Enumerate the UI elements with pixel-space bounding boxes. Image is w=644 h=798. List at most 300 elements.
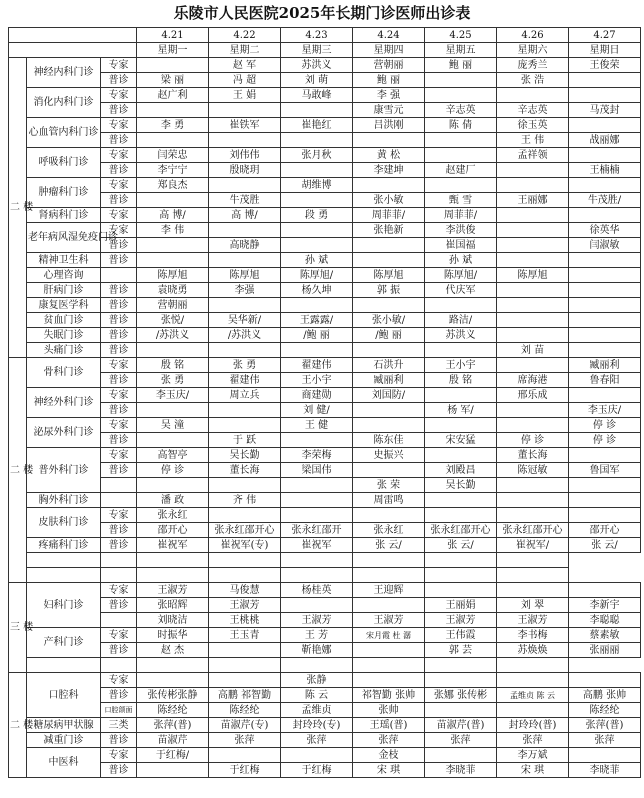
visit-type <box>27 553 101 568</box>
date-header: 4.21 <box>137 28 209 43</box>
doctor-cell <box>281 658 353 673</box>
visit-type: 普诊 <box>101 763 137 778</box>
doctor-cell <box>425 418 497 433</box>
doctor-cell <box>281 433 353 448</box>
doctor-cell <box>209 553 281 568</box>
doctor-cell: 于 跃 <box>209 433 281 448</box>
doctor-cell <box>137 103 209 118</box>
doctor-cell <box>425 748 497 763</box>
doctor-cell: 吴长勤 <box>425 478 497 493</box>
department-label: 神经内科门诊 <box>27 58 101 88</box>
schedule-row <box>9 283 641 298</box>
doctor-cell: 宋月霞 杜 潺 <box>353 628 425 643</box>
schedule-row <box>9 613 641 628</box>
doctor-cell <box>281 478 353 493</box>
doctor-cell <box>569 268 641 283</box>
doctor-cell <box>425 88 497 103</box>
doctor-cell <box>569 448 641 463</box>
doctor-cell: 孟维贞 <box>281 703 353 718</box>
schedule-row <box>9 568 641 583</box>
doctor-cell: 王淑芳 <box>497 613 569 628</box>
visit-type: 专家 <box>101 118 137 133</box>
doctor-cell <box>425 553 497 568</box>
doctor-cell <box>497 493 569 508</box>
doctor-cell: 鲁春阳 <box>569 373 641 388</box>
department-label: 中医科 <box>27 748 101 778</box>
doctor-cell: 张静 <box>281 673 353 688</box>
doctor-cell <box>497 703 569 718</box>
doctor-cell: 崔艳红 <box>281 118 353 133</box>
doctor-cell: 张永红邵开心 <box>425 523 497 538</box>
doctor-cell: 张 勇 <box>209 358 281 373</box>
visit-type: 普诊 <box>101 688 137 703</box>
department-label: 老年病风湿免疫门诊 <box>27 223 101 253</box>
doctor-cell: 史振兴 <box>353 448 425 463</box>
doctor-cell <box>281 163 353 178</box>
schedule-row <box>9 373 641 388</box>
doctor-cell: 周菲菲/ <box>353 208 425 223</box>
doctor-cell: 宋 琪 <box>353 763 425 778</box>
doctor-cell: 苏焕焕 <box>497 643 569 658</box>
doctor-cell: 封玲玲(普) <box>497 718 569 733</box>
doctor-cell: 鲁国军 <box>569 463 641 478</box>
doctor-cell: 孟维贞 陈 云 <box>497 688 569 703</box>
doctor-cell <box>497 418 569 433</box>
doctor-cell <box>425 343 497 358</box>
doctor-cell <box>353 343 425 358</box>
doctor-cell: 王楠楠 <box>569 163 641 178</box>
visit-type: 专家 <box>101 673 137 688</box>
schedule-row <box>9 103 641 118</box>
doctor-cell: 宋安猛 <box>425 433 497 448</box>
doctor-cell: 胡维博 <box>281 178 353 193</box>
doctor-cell: 陈厚旭/ <box>281 268 353 283</box>
schedule-row <box>9 523 641 538</box>
date-header: 4.24 <box>353 28 425 43</box>
doctor-cell: 殷 铭 <box>425 373 497 388</box>
doctor-cell <box>209 478 281 493</box>
doctor-cell: 张 荣 <box>353 478 425 493</box>
doctor-cell: 翟建伟 <box>209 373 281 388</box>
doctor-cell <box>497 358 569 373</box>
doctor-cell: 孙 斌 <box>281 253 353 268</box>
weekday-header: 星期日 <box>569 43 641 58</box>
doctor-cell: 邵开心 <box>137 523 209 538</box>
date-header: 4.27 <box>569 28 641 43</box>
doctor-cell: 王迎辉 <box>353 583 425 598</box>
doctor-cell <box>497 313 569 328</box>
weekday-header: 星期五 <box>425 43 497 58</box>
department-label: 口腔科 <box>27 673 101 718</box>
schedule-row <box>9 418 641 433</box>
doctor-cell <box>569 283 641 298</box>
doctor-cell: 鲍 丽 <box>425 58 497 73</box>
doctor-cell <box>569 493 641 508</box>
visit-type <box>101 478 137 493</box>
doctor-cell <box>497 568 569 583</box>
schedule-row <box>9 643 641 658</box>
doctor-cell: 徐英华 <box>569 223 641 238</box>
visit-type: 普诊 <box>101 463 137 478</box>
doctor-cell: 殷 铭 <box>137 358 209 373</box>
doctor-cell <box>281 193 353 208</box>
doctor-cell: 杨久坤 <box>281 283 353 298</box>
doctor-cell: 张萍 <box>209 733 281 748</box>
doctor-cell <box>353 568 425 583</box>
doctor-cell <box>425 73 497 88</box>
doctor-cell: 停 诊 <box>497 433 569 448</box>
visit-type: 普诊 <box>101 433 137 448</box>
doctor-cell: 臧丽利 <box>569 358 641 373</box>
doctor-cell: 张艳新 <box>353 223 425 238</box>
doctor-cell: 时振华 <box>137 628 209 643</box>
weekday-header: 星期二 <box>209 43 281 58</box>
schedule-row <box>9 478 641 493</box>
visit-type: 普诊 <box>101 328 137 343</box>
schedule-row <box>9 178 641 193</box>
schedule-row <box>9 133 641 148</box>
doctor-cell: 郭 芸 <box>425 643 497 658</box>
doctor-cell: 张传彬张静 <box>137 688 209 703</box>
doctor-cell: 冯 超 <box>209 73 281 88</box>
visit-type: 专家 <box>101 418 137 433</box>
doctor-cell <box>569 73 641 88</box>
doctor-cell: 王小宇 <box>425 358 497 373</box>
doctor-cell <box>425 568 497 583</box>
doctor-cell: 闫荣忠 <box>137 148 209 163</box>
doctor-cell: 于红梅 <box>209 763 281 778</box>
doctor-cell: 李玉庆/ <box>137 388 209 403</box>
doctor-cell: 王玉青 <box>209 628 281 643</box>
department-label: 失眠门诊 <box>27 328 101 343</box>
doctor-cell <box>209 673 281 688</box>
doctor-cell <box>137 433 209 448</box>
doctor-cell: 王淑芳 <box>353 613 425 628</box>
doctor-cell: 刘 健/ <box>281 403 353 418</box>
doctor-cell: 李 伟 <box>137 223 209 238</box>
doctor-cell <box>209 223 281 238</box>
doctor-cell: 李晓菲 <box>425 763 497 778</box>
doctor-cell <box>101 658 137 673</box>
date-header: 4.26 <box>497 28 569 43</box>
doctor-cell <box>209 178 281 193</box>
visit-type: 普诊 <box>101 73 137 88</box>
doctor-cell <box>209 748 281 763</box>
department-label: 泌尿外科门诊 <box>27 418 101 448</box>
doctor-cell: 王小宇 <box>281 373 353 388</box>
visit-type: 专家 <box>101 223 137 238</box>
doctor-cell: 陈冠敏 <box>497 463 569 478</box>
doctor-cell: 李万斌 <box>497 748 569 763</box>
schedule-row <box>9 658 641 673</box>
doctor-cell: 高鹏 祁智勤 <box>209 688 281 703</box>
doctor-cell: 臧丽利 <box>353 373 425 388</box>
doctor-cell <box>569 673 641 688</box>
doctor-cell <box>353 418 425 433</box>
doctor-cell <box>497 478 569 493</box>
visit-type: 专家 <box>101 208 137 223</box>
doctor-cell: 封玲玲(专) <box>281 718 353 733</box>
doctor-cell <box>209 568 281 583</box>
doctor-cell: /苏洪义 <box>137 328 209 343</box>
doctor-cell: 李晓菲 <box>569 763 641 778</box>
doctor-cell <box>353 553 425 568</box>
doctor-cell: 苏洪义 <box>425 328 497 343</box>
doctor-cell <box>569 148 641 163</box>
doctor-cell: 王伟霞 <box>425 628 497 643</box>
doctor-cell: 王桃桃 <box>209 613 281 628</box>
doctor-cell: 梁国伟 <box>281 463 353 478</box>
visit-type: 普诊 <box>101 283 137 298</box>
doctor-cell <box>425 448 497 463</box>
doctor-cell: 张萍(普) <box>569 718 641 733</box>
doctor-cell <box>281 553 353 568</box>
schedule-row <box>9 208 641 223</box>
doctor-cell: 杨 军/ <box>425 403 497 418</box>
doctor-cell <box>209 298 281 313</box>
doctor-cell: 王 健 <box>281 418 353 433</box>
department-label: 普外科门诊 <box>27 448 101 493</box>
schedule-row <box>9 448 641 463</box>
doctor-cell: 崔祝军/ <box>497 538 569 553</box>
department-label: 疼痛科门诊 <box>27 538 101 553</box>
doctor-cell <box>281 103 353 118</box>
schedule-row <box>9 688 641 703</box>
schedule-row <box>9 148 641 163</box>
doctor-cell: 吕洪刚 <box>353 118 425 133</box>
schedule-row <box>9 718 641 733</box>
doctor-cell: 王淑芳 <box>425 613 497 628</box>
doctor-cell: 刘 苗 <box>497 343 569 358</box>
doctor-cell: 邢乐成 <box>497 388 569 403</box>
doctor-cell: 营朝丽 <box>353 58 425 73</box>
schedule-row <box>9 328 641 343</box>
doctor-cell: 金枝 <box>353 748 425 763</box>
doctor-cell: 李建坤 <box>353 163 425 178</box>
doctor-cell <box>281 343 353 358</box>
doctor-cell: 李聪聪 <box>569 613 641 628</box>
visit-type: 普诊 <box>101 343 137 358</box>
doctor-cell <box>569 88 641 103</box>
visit-type: 普诊 <box>101 253 137 268</box>
doctor-cell <box>425 298 497 313</box>
schedule-row <box>9 583 641 598</box>
doctor-cell <box>209 253 281 268</box>
doctor-cell: 刘 萌 <box>281 73 353 88</box>
doctor-cell <box>353 658 425 673</box>
doctor-cell: 张萍(普) <box>137 718 209 733</box>
doctor-cell <box>353 238 425 253</box>
doctor-cell: 王 伟 <box>497 133 569 148</box>
visit-type: 专家 <box>101 58 137 73</box>
doctor-cell: 张悦/ <box>137 313 209 328</box>
doctor-cell <box>569 208 641 223</box>
doctor-cell <box>209 103 281 118</box>
floor-label: 二 楼 <box>9 58 27 358</box>
schedule-row <box>9 298 641 313</box>
doctor-cell: 张 云/ <box>569 538 641 553</box>
doctor-cell <box>209 343 281 358</box>
schedule-row <box>9 433 641 448</box>
visit-type <box>101 493 137 508</box>
visit-type: 普诊 <box>101 298 137 313</box>
doctor-cell: 王瑶(普) <box>353 718 425 733</box>
doctor-cell: 孙 斌 <box>425 253 497 268</box>
doctor-cell: 殷晓玥 <box>209 163 281 178</box>
date-row <box>9 28 641 43</box>
doctor-cell: 李玉庆/ <box>569 403 641 418</box>
doctor-cell: 王淑芳 <box>209 598 281 613</box>
doctor-cell: 高智亭 <box>137 448 209 463</box>
doctor-cell: 王淑芳 <box>281 613 353 628</box>
doctor-cell <box>497 328 569 343</box>
department-label: 糖尿病甲状腺 <box>27 718 101 733</box>
doctor-cell: 陈经纶 <box>137 703 209 718</box>
schedule-row <box>9 538 641 553</box>
corner-cell <box>9 43 137 58</box>
doctor-cell: 刘晓洁 <box>137 613 209 628</box>
doctor-cell <box>137 133 209 148</box>
doctor-cell <box>569 748 641 763</box>
department-label: 肾病科门诊 <box>27 208 101 223</box>
schedule-row <box>9 403 641 418</box>
doctor-cell <box>425 493 497 508</box>
doctor-cell: 陈厚旭 <box>497 268 569 283</box>
schedule-row <box>9 703 641 718</box>
doctor-cell <box>497 163 569 178</box>
doctor-cell: 杨桂英 <box>281 583 353 598</box>
doctor-cell <box>497 283 569 298</box>
doctor-cell <box>569 118 641 133</box>
doctor-cell <box>425 148 497 163</box>
doctor-cell: 辛志英 <box>425 103 497 118</box>
doctor-cell <box>497 583 569 598</box>
doctor-cell <box>353 298 425 313</box>
doctor-cell: 苗淑芹 <box>137 733 209 748</box>
doctor-cell: 李 勇 <box>137 118 209 133</box>
department-label: 神经外科门诊 <box>27 388 101 418</box>
schedule-row <box>9 73 641 88</box>
doctor-cell <box>137 58 209 73</box>
doctor-cell <box>281 223 353 238</box>
doctor-cell: 陈厚旭/ <box>425 268 497 283</box>
doctor-cell: 崔祝军 <box>137 538 209 553</box>
schedule-row <box>9 163 641 178</box>
doctor-cell: 王俊荣 <box>569 58 641 73</box>
doctor-cell <box>281 598 353 613</box>
visit-type: 专家 <box>101 388 137 403</box>
doctor-cell: 李宁宁 <box>137 163 209 178</box>
doctor-cell: 张萍 <box>353 733 425 748</box>
doctor-cell: 商建勋 <box>281 388 353 403</box>
doctor-cell: 牛茂胜 <box>209 193 281 208</box>
doctor-cell: 苗淑芹(普) <box>425 718 497 733</box>
schedule-row <box>9 628 641 643</box>
weekday-header: 星期四 <box>353 43 425 58</box>
doctor-cell: 陈厚旭 <box>353 268 425 283</box>
schedule-row <box>9 88 641 103</box>
doctor-cell <box>137 568 209 583</box>
department-label: 精神卫生科 <box>27 253 101 268</box>
visit-type: 专家 <box>101 628 137 643</box>
doctor-cell: 张永红 <box>353 523 425 538</box>
doctor-cell: 崔祝军 <box>281 538 353 553</box>
doctor-cell: /鲍 丽 <box>281 328 353 343</box>
doctor-cell <box>353 598 425 613</box>
doctor-cell <box>425 658 497 673</box>
department-label: 呼吸科门诊 <box>27 148 101 178</box>
doctor-cell <box>281 298 353 313</box>
doctor-cell <box>281 493 353 508</box>
date-header: 4.23 <box>281 28 353 43</box>
doctor-cell: 齐 伟 <box>209 493 281 508</box>
doctor-cell: 郑良杰 <box>137 178 209 193</box>
doctor-cell: 停 诊 <box>137 463 209 478</box>
doctor-cell <box>137 238 209 253</box>
doctor-cell: 张永红邵开心 <box>209 523 281 538</box>
doctor-cell: 陈经纶 <box>569 703 641 718</box>
doctor-cell: 代庆军 <box>425 283 497 298</box>
doctor-cell: 段 勇 <box>281 208 353 223</box>
doctor-cell <box>497 403 569 418</box>
doctor-cell: 于红梅 <box>281 763 353 778</box>
schedule-row <box>9 388 641 403</box>
doctor-cell <box>281 133 353 148</box>
doctor-cell <box>569 583 641 598</box>
visit-type: 三类 <box>101 718 137 733</box>
doctor-cell: 高鹏 张帅 <box>569 688 641 703</box>
doctor-cell <box>497 178 569 193</box>
schedule-row <box>9 118 641 133</box>
visit-type: 专家 <box>101 358 137 373</box>
doctor-cell: 张 云/ <box>425 538 497 553</box>
doctor-cell <box>425 388 497 403</box>
visit-type: 专家 <box>101 448 137 463</box>
doctor-cell <box>137 193 209 208</box>
schedule-row <box>9 313 641 328</box>
doctor-cell: 路洁/ <box>425 313 497 328</box>
department-label: 消化内科门诊 <box>27 88 101 118</box>
doctor-cell: 周雷鸣 <box>353 493 425 508</box>
doctor-cell <box>569 253 641 268</box>
visit-type: 普诊 <box>101 163 137 178</box>
visit-type: 普诊 <box>101 538 137 553</box>
schedule-row <box>9 343 641 358</box>
doctor-cell <box>425 673 497 688</box>
doctor-cell <box>425 133 497 148</box>
visit-type: 普诊 <box>101 193 137 208</box>
schedule-row <box>9 193 641 208</box>
schedule-row <box>9 553 641 568</box>
doctor-cell: 潘 政 <box>137 493 209 508</box>
department-label: 心理咨询 <box>27 268 101 283</box>
doctor-cell: 苏洪义 <box>281 58 353 73</box>
doctor-cell: 宋 琪 <box>497 763 569 778</box>
doctor-cell <box>497 553 569 568</box>
doctor-cell: 马茂封 <box>569 103 641 118</box>
visit-type: 普诊 <box>101 133 137 148</box>
doctor-cell: 战丽娜 <box>569 133 641 148</box>
doctor-cell: 张 勇 <box>137 373 209 388</box>
doctor-cell: 邵开心 <box>569 523 641 538</box>
doctor-cell: 张永红邵开 <box>281 523 353 538</box>
doctor-cell <box>137 658 209 673</box>
doctor-cell <box>209 508 281 523</box>
doctor-cell <box>569 508 641 523</box>
doctor-cell <box>209 133 281 148</box>
doctor-cell: 石洪升 <box>353 358 425 373</box>
schedule-row <box>9 358 641 373</box>
